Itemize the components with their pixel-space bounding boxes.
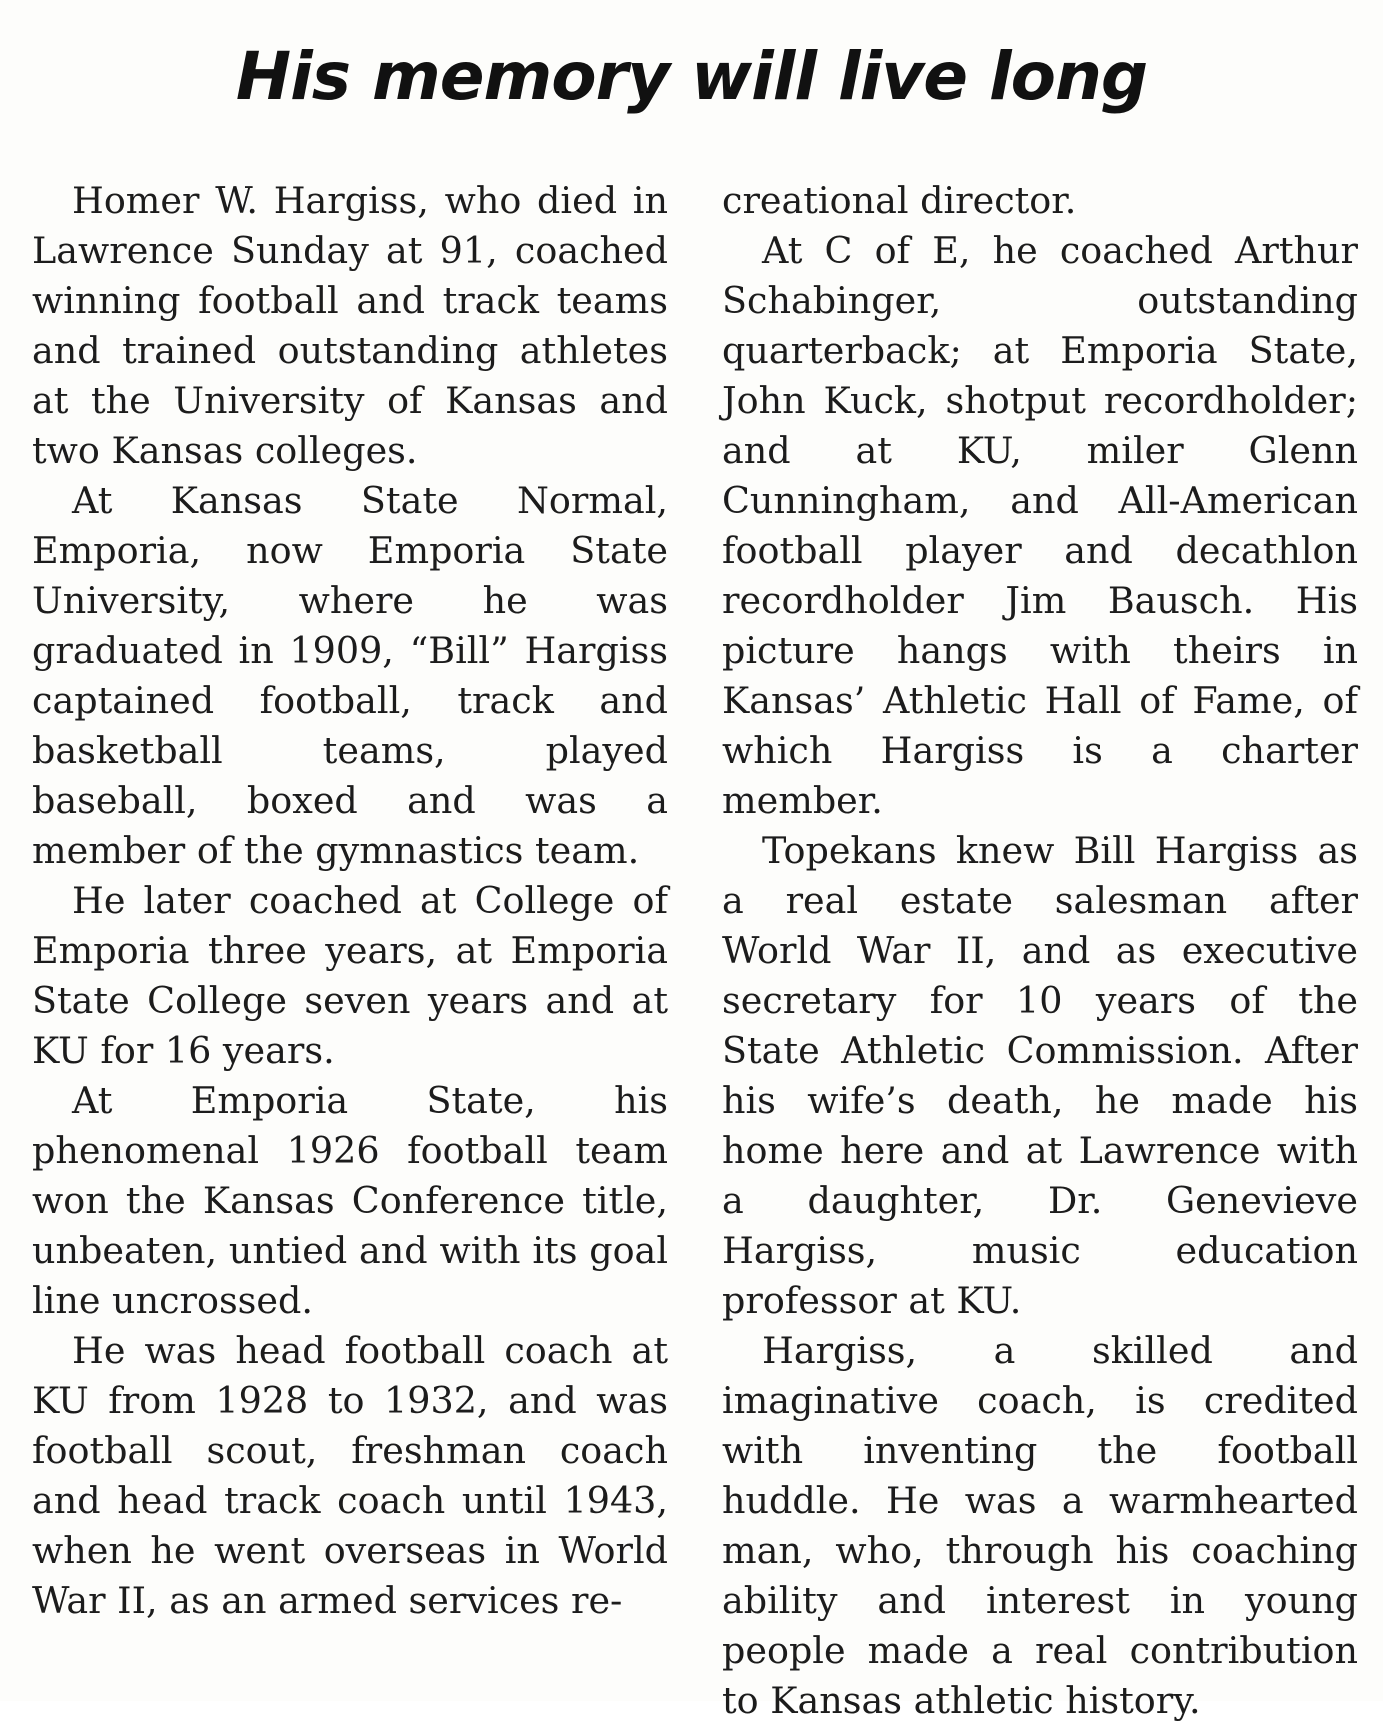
paragraph: At Kansas State Normal, Emporia, now Emporia State University, where he was graduated in 1909, “Bill” Hargiss captained football, track and basketball teams, played baseball, boxed and was a member of the gymnastics team.: [32, 479, 668, 872]
headline: His memory will live long: [235, 38, 1148, 115]
paragraph: At C of E, he coached Arthur Schabinger, outstanding quarterback; at Emporia State, John Kuck, shotput recordholder; and at KU, miler Glenn Cunningham, and All-American football player and decathlon recordholder Jim Bausch. His picture hangs with theirs in Kansas’ Athletic Hall of Fame, of which Hargiss is a charter member.: [722, 229, 1358, 822]
paragraph: At Emporia State, his phenomenal 1926 football team won the Kansas Conference title, unbeaten, untied and with its goal line uncrossed.: [32, 1079, 668, 1322]
paragraph: He later coached at College of Emporia three years, at Emporia State College seven years and at KU for 16 years.: [32, 879, 668, 1072]
paragraph: He was head football coach at KU from 1928 to 1932, and was football scout, freshman coach and head track coach until 1943, when he went overseas in World War II, as an armed services re-: [32, 1329, 668, 1622]
paragraph: Homer W. Hargiss, who died in Lawrence Sunday at 91, coached winning football and track teams and trained outstanding athletes at the University of Kansas and two Kansas colleges.: [32, 179, 668, 472]
right-column: [722, 176, 1358, 1726]
left-column: [32, 176, 668, 1626]
paragraph-continued: creational director.: [722, 179, 1077, 222]
paragraph: Hargiss, a skilled and imaginative coach, is credited with inventing the football huddle. He was a warmhearted man, who, through his coaching ability and interest in young people made a real contribution to Kansas athletic history.: [722, 1329, 1358, 1722]
paragraph: Topekans knew Bill Hargiss as a real estate salesman after World War II, and as executive secretary for 10 years of the State Athletic Commission. After his wife’s death, he made his home here and at Lawrence with a daughter, Dr. Genevieve Hargiss, music education professor at KU.: [722, 829, 1358, 1322]
